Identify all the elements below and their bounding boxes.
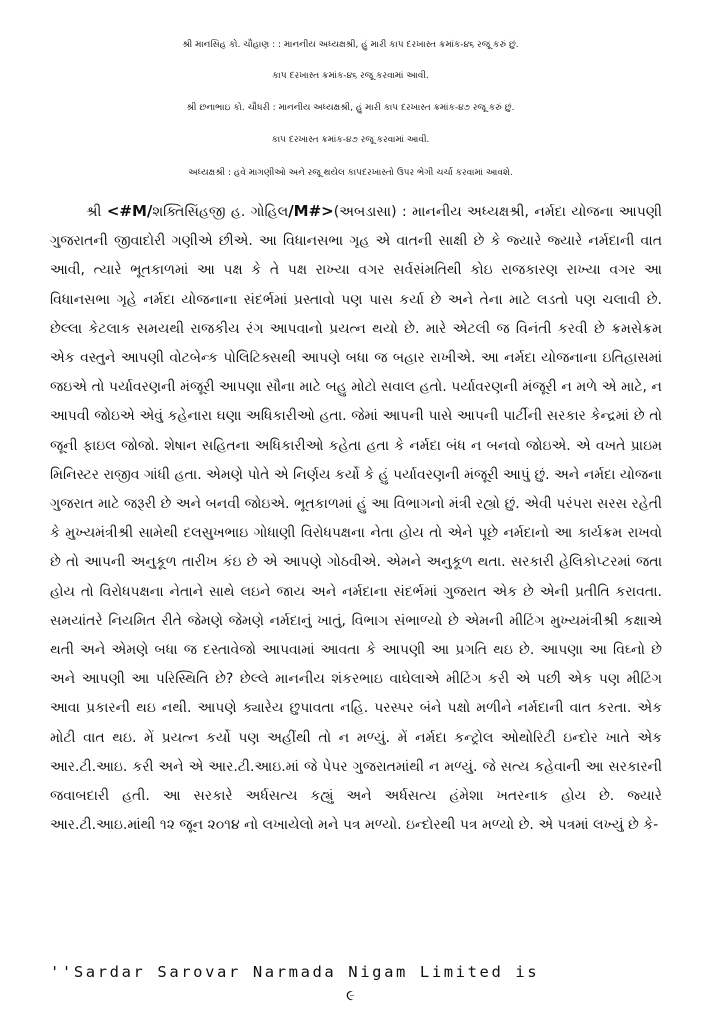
speaker-constituency: (અબડાસા)	[333, 204, 397, 220]
cut-motion-line-4: કાપ દરખાસ્ત ક્રમાંક-૪૭ રજૂ કરવામાં આવી.	[271, 135, 430, 145]
cut-motion-line-2: કાપ દરખાસ્ત ક્રમાંક-૪૬ રજૂ કરવામાં આવી.	[272, 71, 429, 81]
cut-motion-line-3: શ્રી છનાભાઇ કો. ચૌધરી : માનનીય અધ્યક્ષશ્રી, હું મારી કાપ દરખાસ્ત ક્રમાંક-૪૭ રજૂ કરું છું.	[186, 103, 515, 113]
cut-motion-line-1: શ્રી માનસિંહ કો. ચૌહાણ : : માનનીય અધ્યક્ષશ્રી, હું મારી કાપ દરખાસ્ત ક્રમાંક-૪૬ રજૂ કરું છું.	[182, 40, 519, 50]
speaker-prefix: શ્રી	[86, 204, 102, 220]
speaker-name: શક્તિસિંહજી હ. ગોહિલ	[152, 204, 289, 220]
speaker-tag-close: /M#>	[288, 202, 334, 220]
speaker-tag-open: <#M/	[106, 202, 153, 220]
chair-announcement-line: અધ્યક્ષશ્રી : હવે માગણીઓ અને રજૂ થયેલ કાપદરખાસ્તો ઉપર ભેગી ચર્ચા કરવામાં આવશે.	[188, 168, 513, 178]
english-quote-line: ''Sardar Sarovar Narmada Nigam Limited is	[50, 963, 540, 981]
page-number: ૯	[346, 986, 355, 1004]
speech-paragraph	[50, 197, 662, 840]
speech-body: : માનનીય અધ્યક્ષશ્રી, નર્મદા યોજના આપણી ગુજરાતની જીવાદોરી ગણીએ છીએ. આ વિધાનસભા ગૃહ એ વાતની સાક્ષી છે કે જ્યારે જ્યારે નર્મદાની વાત આવી, ત્યારે ભૂતકાળમાં આ પક્ષ કે તે પક્ષ રાખ્યા વગર સર્વસંમતિથી કોઇ રાજકારણ રાખ્યા વગર આ વિધાનસભા ગૃહે નર્મદા યોજનાના સંદર્ભમાં પ્રસ્તાવો પણ પાસ કર્યા છે અને તેના માટે લડતો પણ ચલાવી છે. છેલ્લા કેટલાક સમયથી રાજકીય રંગ આપવાનો પ્રયત્ન થયો છે. મારે એટલી જ વિનંતી કરવી છે ક્રમસેક્રમ એક વસ્તુને આપણી વોટબેન્ક પોલિટિક્સથી આપણે બધા જ બહાર રાખીએ. આ નર્મદા યોજનાના ઇતિહાસમાં જઇએ તો પર્યાવરણની મંજૂરી આપણા સૌના માટે બહુ મોટો સવાલ હતો. પર્યાવરણની મંજૂરી ન મળે એ માટે, ન આપવી જોઇએ એવું કહેનારા ઘણા અધિકારીઓ હતા. જેમાં આપની પાસે આપની પાર્ટીની સરકાર કેન્દ્રમાં છે તો જૂની ફાઇલ જોજો. શેષાન સહિતના અધિકારીઓ કહેતા હતા કે નર્મદા બંધ ન બનવો જોઇએ. એ વખતે પ્રાઇમ મિનિસ્ટર રાજીવ ગાંધી હતા. એમણે પોતે એ નિર્ણય કર્યો કે હું પર્યાવરણની મંજૂરી આપું છું. અને નર્મદા યોજના ગુજરાત માટે જરૂરી છે અને બનવી જોઇએ. ભૂતકાળમાં હું આ વિભાગનો મંત્રી રહ્યો છું. એવી પરંપરા સરસ રહેતી કે મુખ્યમંત્રીશ્રી સામેથી દલસુખભાઇ ગોધાણી વિરોધપક્ષના નેતા હોય તો એને પૂછે નર્મદાનો આ કાર્યક્રમ રાખવો છે તો આપની અનુકૂળ તારીખ કંઇ છે એ આપણે ગોઠવીએ. એમને અનુકૂળ થતા. સરકારી હેલિકોપ્ટરમાં જતા હોય તો વિરોધપક્ષના નેતાને સાથે લઇને જાય અને નર્મદાના સંદર્ભમાં ગુજરાત એક છે એની પ્રતીતિ કરાવતા. સમયાંતરે નિયમિત રીતે જેમણે જેમણે નર્મદાનું ખાતું, વિભાગ સંભાળ્યો છે એમની મીટિંગ મુખ્યમંત્રીશ્રી કક્ષાએ થતી અને એમણે બધા જ દસ્તાવેજો આપવામાં આવતા કે આપણી આ પ્રગતિ થઇ છે. આપણા આ વિઘ્નો છે અને આપણી આ પરિસ્થિતિ છે? છેલ્લે માનનીય શંકરભાઇ વાઘેલાએ મીટિંગ કરી એ પછી એક પણ મીટિંગ આવા પ્રકારની થઇ નથી. આપણે ક્યારેય છુપાવતા નહિ. પરસ્પર બંને પક્ષો મળીને નર્મદાની વાત કરતા. એક મોટી વાત થઇ. મેં પ્રયત્ન કર્યો પણ અહીંથી તો ન મળ્યું. મેં નર્મદા કન્ટ્રોલ ઓથોરિટી ઇન્દોર ખાતે એક આર.ટી.આઇ. કરી અને એ આર.ટી.આઇ.માં જે પેપર ગુજરાતમાંથી ન મળ્યું. જે સત્ય કહેવાની આ સરકારની જવાબદારી હતી. આ સરકારે અર્ધસત્ય કહ્યું અને અર્ધસત્ય હંમેશા ખતરનાક હોય છે. જ્યારે આર.ટી.આઇ.માંથી ૧૨ જૂન ૨૦૧૪ નો લખાયેલો મને પત્ર મળ્યો. ઇન્દોરથી પત્ર મળ્યો છે. એ પત્રમાં લખ્યું છે કે-	[50, 204, 662, 834]
